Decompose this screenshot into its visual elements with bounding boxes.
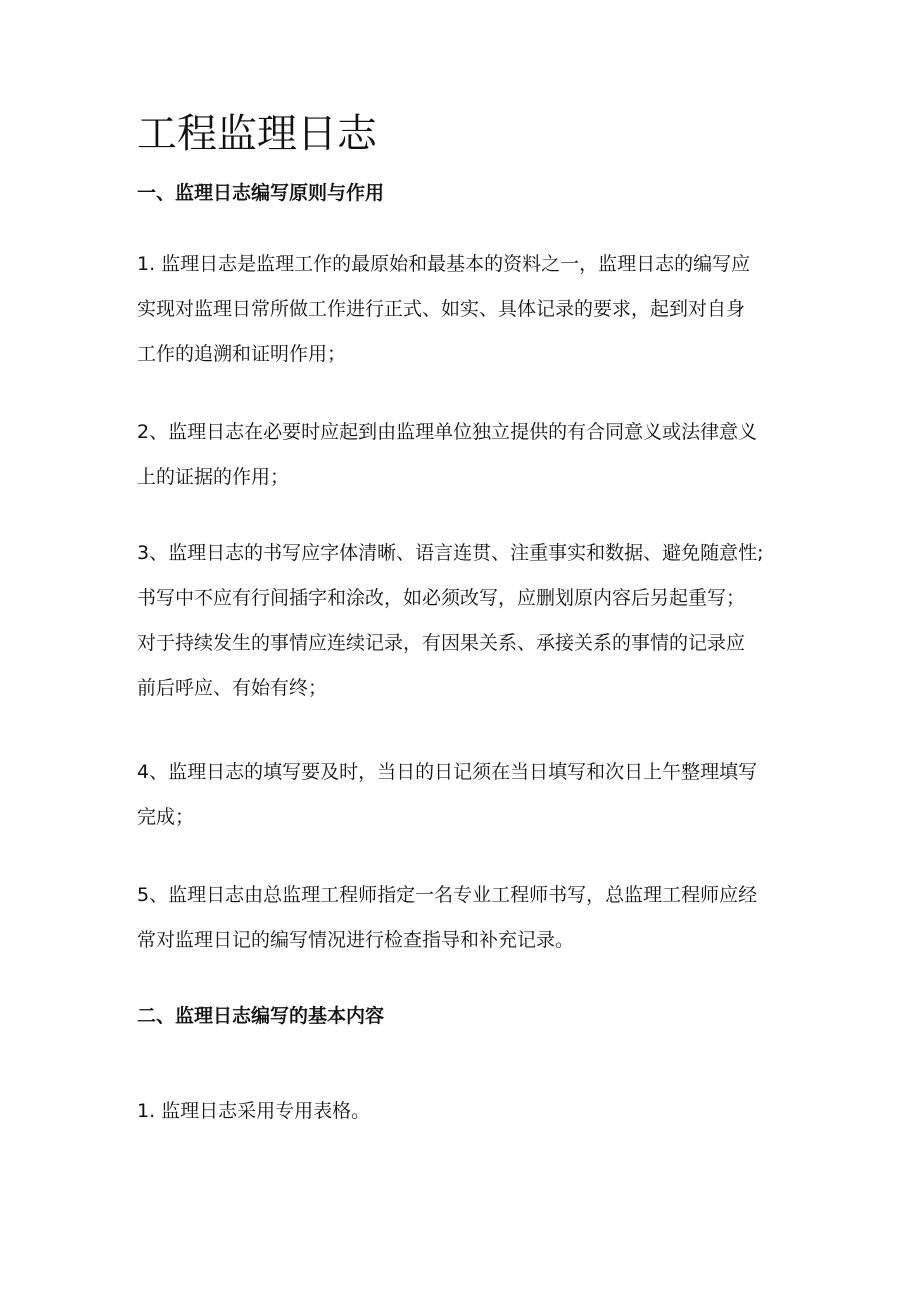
paragraph-line: 4、监理日志的填写要及时，当日的日记须在当日填写和次日上午整理填写 (137, 761, 758, 783)
paragraph-line: 常对监理日记的编写情况进行检查指导和补充记录。 (137, 929, 575, 951)
paragraph-line: 上的证据的作用； (137, 466, 290, 488)
paragraph-line: 前后呼应、有始有终； (137, 677, 328, 699)
paragraph-line: 完成； (137, 806, 195, 828)
paragraph-item-5 (137, 882, 787, 953)
paragraph-line: 实现对监理日常所做工作进行正式、如实、具体记录的要求，起到对自身 (137, 298, 746, 320)
paragraph-line: 工作的追溯和证明作用； (137, 343, 347, 365)
paragraph-line: 1. 监理日志采用专用表格。 (137, 1100, 371, 1122)
paragraph-item-1 (137, 251, 787, 367)
document-title: 工程监理日志 (137, 111, 377, 157)
paragraph-line: 2、监理日志在必要时应起到由监理单位独立提供的有合同意义或法律意义 (137, 421, 758, 443)
section-heading-content: 二、监理日志编写的基本内容 (137, 1005, 385, 1027)
paragraph-item-2 (137, 419, 787, 490)
paragraph-item-4 (137, 759, 787, 830)
paragraph-line: 书写中不应有行间插字和涂改，如必须改写，应删划原内容后另起重写； (137, 587, 746, 609)
paragraph-line: 1. 监理日志是监理工作的最原始和最基本的资料之一，监理日志的编写应 (137, 253, 751, 275)
paragraph-item-3 (137, 540, 787, 701)
paragraph-line: 对于持续发生的事情应连续记录，有因果关系、承接关系的事情的记录应 (137, 632, 746, 654)
paragraph-line: 3、监理日志的书写应字体清晰、语言连贯、注重事实和数据、避免随意性; (137, 542, 764, 564)
paragraph-item-section2-1 (137, 1098, 787, 1124)
section-heading-principles: 一、监理日志编写原则与作用 (137, 182, 385, 204)
paragraph-line: 5、监理日志由总监理工程师指定一名专业工程师书写，总监理工程师应经 (137, 884, 758, 906)
